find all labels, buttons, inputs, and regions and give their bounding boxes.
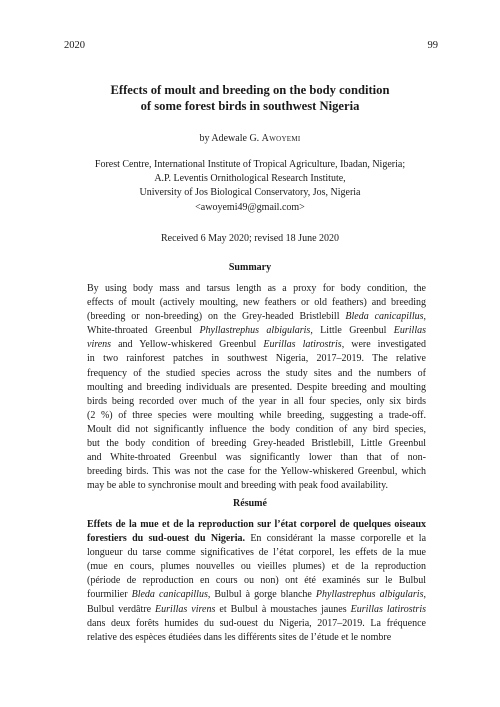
author-byline <box>0 133 500 144</box>
text-run: (mue en cours, plumes nouvelles ou vieilles plumes) et de la reproduction <box>87 561 426 573</box>
title-line: of some forest birds in southwest Nigeria <box>140 99 360 113</box>
byline-prefix: by Adewale G. <box>199 133 260 144</box>
text-run: moulting and breeding individuals are presented. Despite breeding and moulting <box>87 381 426 393</box>
italic-species-name: Bleda canicapillus <box>345 311 424 323</box>
running-year: 2020 <box>64 40 85 51</box>
text-line <box>87 437 426 451</box>
text-run: White-throated Greenbul <box>87 325 200 337</box>
text-run: Moult did not significantly influence the body condition of any bird species, <box>87 423 426 435</box>
resume-paragraph <box>87 518 426 645</box>
page-number: 99 <box>427 40 438 51</box>
text-line <box>87 479 426 493</box>
text-run: and Yellow-whiskered Greenbul <box>111 339 264 351</box>
text-line <box>87 532 426 546</box>
text-run: breeding birds. This was not the case for the Yellow-whiskered Greenbul, which <box>87 466 426 478</box>
text-run: but the body condition of breeding Grey-headed Bristlebill, Little Greenbul <box>87 438 426 450</box>
italic-species-name: Eurillas latirostris <box>350 603 426 615</box>
text-run: and White-throated Greenbul was significantly lower than that of non- <box>87 452 426 464</box>
text-line <box>87 617 426 631</box>
text-run: By using body mass and tarsus length as a proxy for body condition, the <box>87 283 426 294</box>
text-line <box>87 603 426 617</box>
text-run: , Bulbul à gorge blanche <box>207 589 316 601</box>
text-line <box>87 381 426 395</box>
affiliation-line: A.P. Leventis Ornithological Research Institute, <box>154 173 346 185</box>
article-title <box>60 82 440 114</box>
text-run: frequency of the studied species across the study sites and the numbers of <box>87 367 426 379</box>
text-run: , <box>423 589 426 601</box>
text-run: Bulbul verdâtre <box>87 603 156 615</box>
text-run: longueur du tarse comme significatives de l’état corporel, les effets de la mue <box>87 547 426 559</box>
text-line <box>87 395 426 409</box>
text-line <box>87 465 426 479</box>
text-run: dans deux forêts humides du sud-ouest du Nigeria, 2017–2019. La fréquence <box>87 617 426 629</box>
affiliation-line: University of Jos Biological Conservatory, Jos, Nigeria <box>139 187 361 199</box>
text-run: , Little Greenbul <box>310 325 394 337</box>
text-line <box>87 352 426 366</box>
text-run: in two rainforest patches in southwest Nigeria, 2017–2019. The relative <box>87 353 426 365</box>
summary-paragraph <box>87 282 426 493</box>
italic-species-name: Phyllastrephus albigularis <box>199 325 311 337</box>
text-run: fourmilier <box>87 589 132 601</box>
text-line <box>87 310 426 324</box>
italic-species-name: Eurillas virens <box>155 603 216 615</box>
text-line <box>87 338 426 352</box>
affiliation-line: Forest Centre, International Institute of Tropical Agriculture, Ibadan, Nigeria; <box>94 159 406 170</box>
summary-heading: Summary <box>228 262 272 273</box>
text-line <box>87 518 426 532</box>
text-line <box>87 282 426 296</box>
text-run: birds being recorded over much of the year in all four species, only six birds <box>87 395 426 407</box>
resume-heading: Résumé <box>233 498 267 509</box>
text-run: relative des espèces étudiées dans les différents sites de l’étude et le nombre <box>87 631 392 643</box>
text-run: , <box>423 311 426 323</box>
text-run: may be able to synchronise moult and breeding with peak food availability. <box>87 480 388 492</box>
bold-text: forestiers du sud-ouest du Nigeria. <box>87 533 246 545</box>
text-run: En considérant la masse corporelle et la <box>245 533 427 545</box>
text-line <box>87 367 426 381</box>
text-line <box>87 296 426 310</box>
bold-text: Effets de la mue et de la reproduction sur l’état corporel de quelques oiseaux <box>87 519 426 530</box>
text-run: (2 %) of three species were moulting while breeding, suggesting a trade-off. <box>87 409 426 421</box>
italic-species-name: Eurillas <box>393 325 426 337</box>
italic-species-name: virens <box>87 339 112 351</box>
text-line <box>87 423 426 437</box>
text-run: (période de reproduction en cours ou non) ont été examinés sur le Bulbul <box>87 575 426 587</box>
text-line <box>87 588 426 602</box>
title-line: Effects of moult and breeding on the body condition <box>110 83 390 97</box>
text-line <box>87 574 426 588</box>
received-dates: Received 6 May 2020; revised 18 June 2020 <box>160 233 340 244</box>
text-line <box>87 409 426 423</box>
text-run: et Bulbul à moustaches jaunes <box>215 603 351 615</box>
text-run: effects of moult (actively moulting, new feathers or old feathers) and breeding <box>87 297 426 309</box>
text-line <box>87 324 426 338</box>
italic-species-name: Phyllastrephus albigularis <box>315 589 424 601</box>
text-line <box>87 546 426 560</box>
text-line <box>87 560 426 574</box>
author-affiliation <box>0 158 500 215</box>
italic-species-name: Eurillas latirostris <box>263 339 342 351</box>
text-run: (breeding or non-breeding) on the Grey-headed Bristlebill <box>87 311 346 323</box>
italic-species-name: Bleda canicapillus <box>131 589 208 601</box>
text-run: , were investigated <box>341 339 426 351</box>
text-line <box>87 451 426 465</box>
author-email: <awoyemi49@gmail.com> <box>195 201 305 213</box>
author-surname: Awoyemi <box>261 133 301 144</box>
text-line <box>87 631 426 645</box>
